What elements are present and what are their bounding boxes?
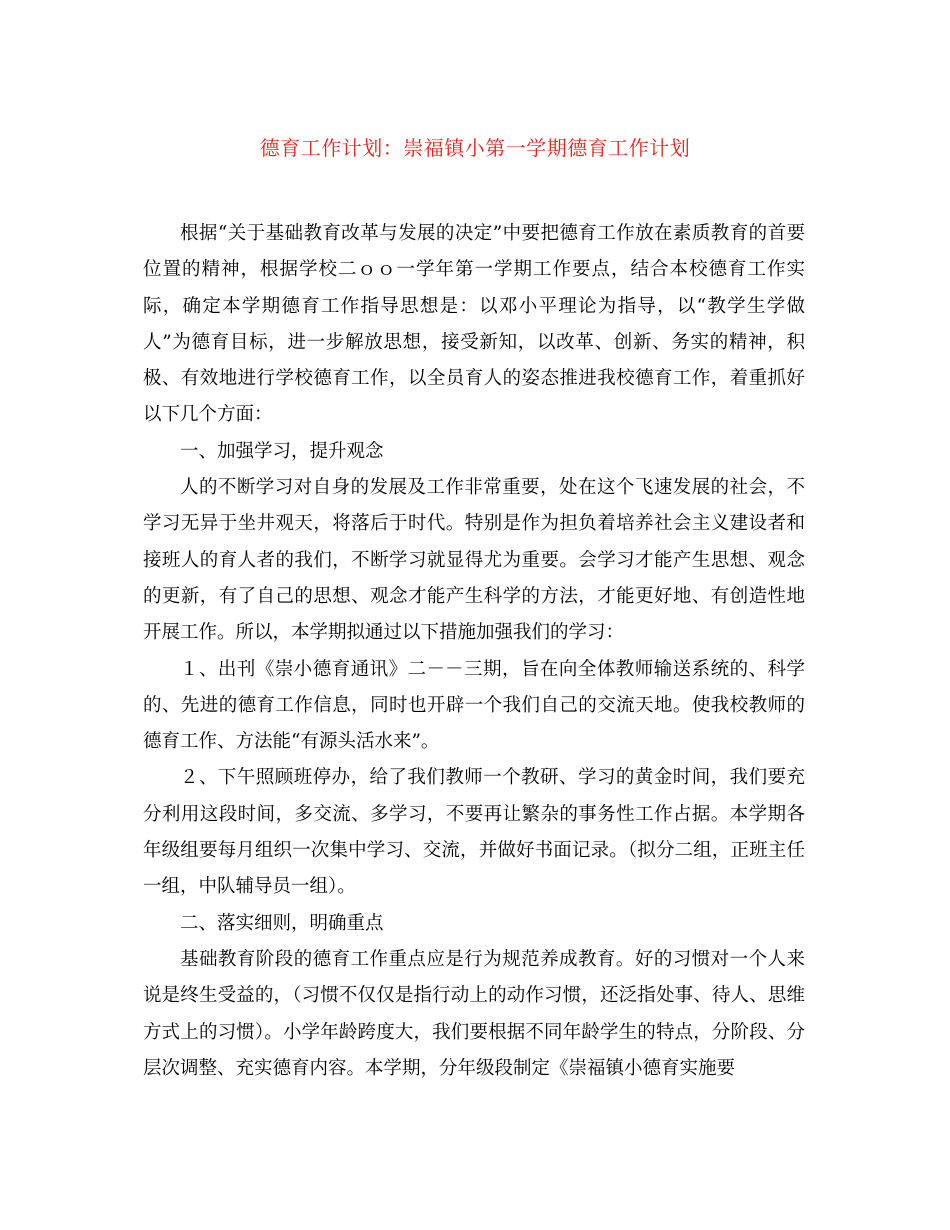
- section-heading-1: 一、加强学习，提升观念: [180, 440, 384, 462]
- document-body: [143, 216, 805, 1087]
- document-title: 德育工作计划：崇福镇小第一学期德育工作计划: [259, 136, 691, 160]
- paragraph-intro: 根据“关于基础教育改革与发展的决定”中要把德育工作放在素质教育的首要位置的精神，根据学校二ｏｏ一学年第一学期工作要点，结合本校德育工作实际，确定本学期德育工作指导思想是：以邓小平理论为指导，以“教学生学做人”为德育目标，进一步解放思想，接受新知，以改革、创新、务实的精神，积极、有效地进行学校德育工作，以全员育人的姿态推进我校德育工作，着重抓好以下几个方面：: [143, 223, 805, 426]
- section-heading-2: 二、落实细则，明确重点: [180, 912, 384, 934]
- paragraph-item-2: ２、下午照顾班停办，给了我们教师一个教研、学习的黄金时间，我们要充分利用这段时间，多交流、多学习，不要再让繁杂的事务性工作占据。本学期各年级组要每月组织一次集中学习、交流，并做好书面记录。（拟分二组，正班主任一组，中队辅导员一组）。: [143, 767, 805, 898]
- paragraph-item-1: １、出刊《崇小德育通讯》二－－三期，旨在向全体教师输送系统的、科学的、先进的德育工作信息，同时也开辟一个我们自己的交流天地。使我校教师的德育工作、方法能“有源头活水来”。: [143, 658, 805, 753]
- paragraph-learning: 人的不断学习对自身的发展及工作非常重要，处在这个飞速发展的社会，不学习无异于坐井观天，将落后于时代。特别是作为担负着培养社会主义建设者和接班人的育人者的我们，不断学习就显得尤为重要。会学习才能产生思想、观念的更新，有了自己的思想、观念才能产生科学的方法，才能更好地、有创造性地开展工作。所以，本学期拟通过以下措施加强我们的学习：: [143, 477, 805, 644]
- paragraph-focus: 基础教育阶段的德育工作重点应是行为规范养成教育。好的习惯对一个人来说是终生受益的，（习惯不仅仅是指行动上的动作习惯，还泛指处事、待人、思维方式上的习惯）。小学年龄跨度大，我们要根据不同年龄学生的特点，分阶段、分层次调整、充实德育内容。本学期，分年级段制定《崇福镇小德育实施要: [143, 948, 805, 1079]
